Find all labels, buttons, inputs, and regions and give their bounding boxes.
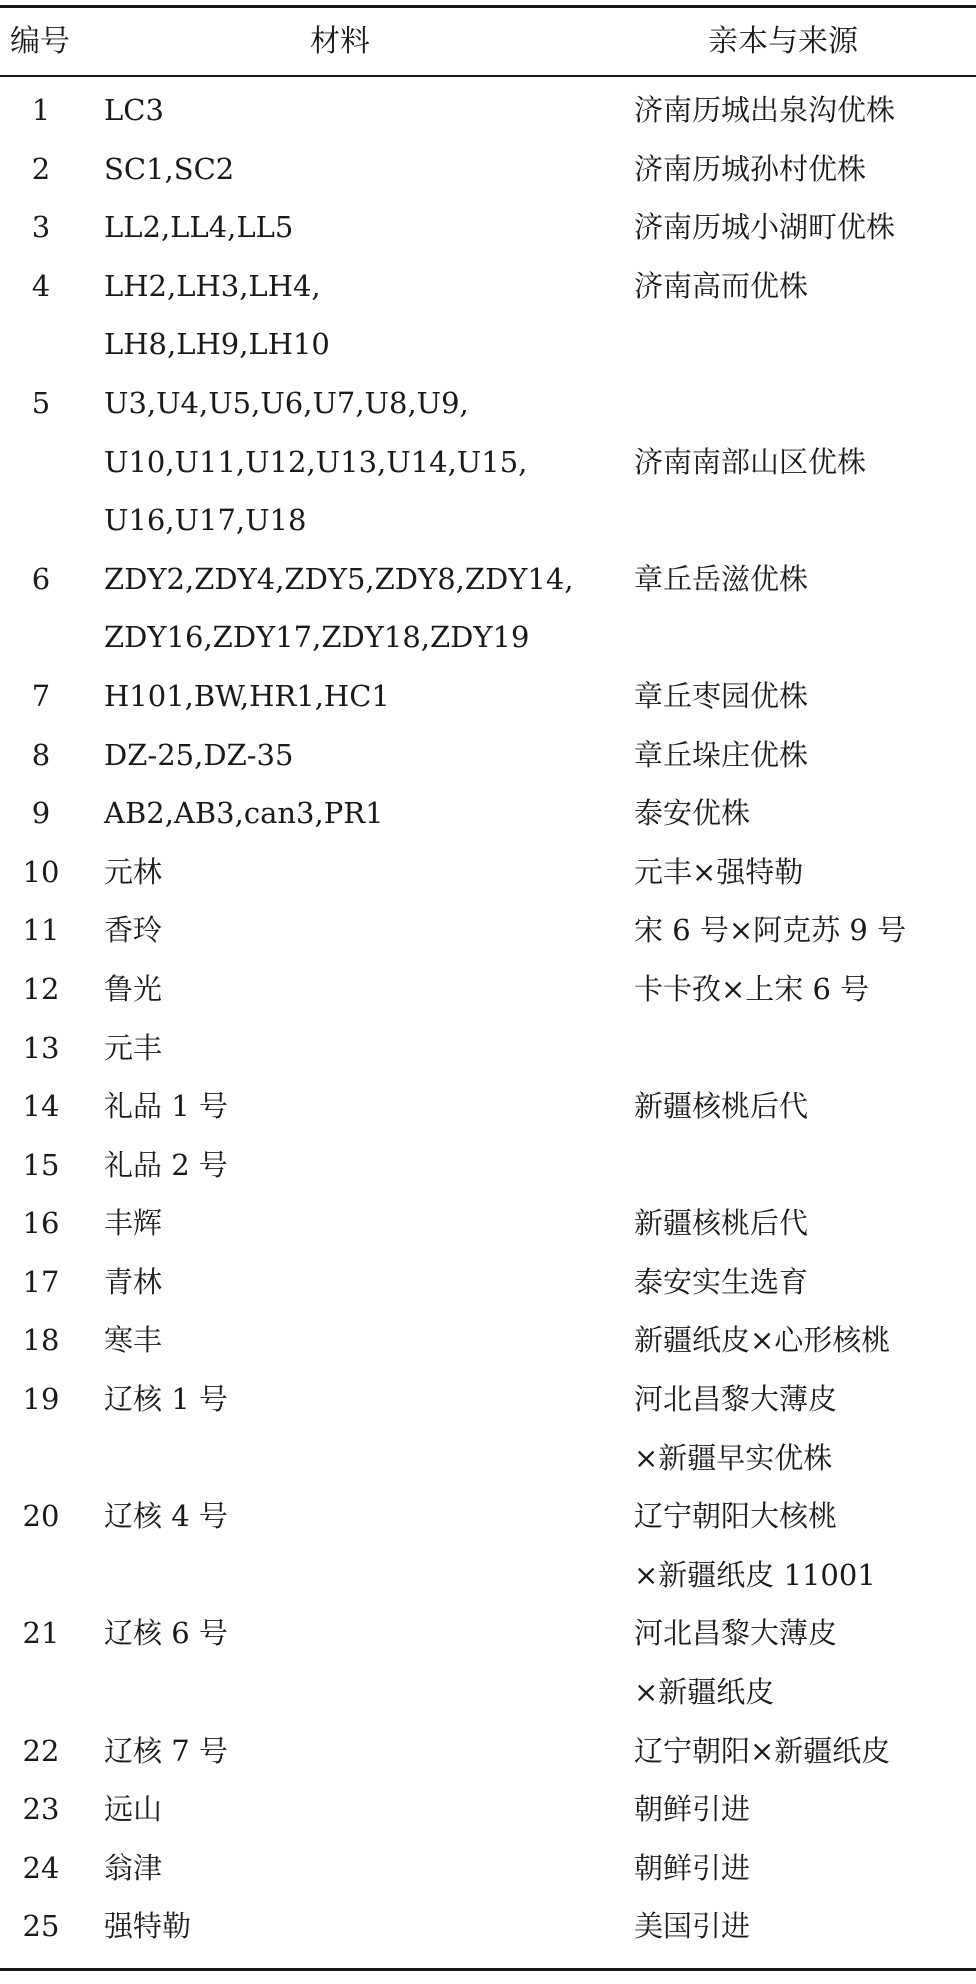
table-row [0, 850, 976, 909]
table-row-line [0, 615, 976, 674]
cell-number: 18 [22, 1323, 60, 1358]
cell-material: 辽核 6 号 [104, 1616, 228, 1651]
cell-source: ×新疆早实优株 [634, 1440, 833, 1475]
table-row [0, 1904, 976, 1963]
cell-material: 寒丰 [104, 1323, 163, 1358]
table-row [0, 1846, 976, 1905]
table-row [0, 88, 976, 147]
cell-source: 新疆核桃后代 [634, 1206, 809, 1241]
cell-source: 辽宁朝阳×新疆纸皮 [634, 1733, 891, 1768]
table-row-line [0, 733, 976, 792]
cell-source: ×新疆纸皮 11001 [634, 1557, 876, 1592]
cell-number: 9 [31, 796, 51, 831]
cell-source: 新疆核桃后代 [634, 1089, 809, 1124]
cell-number: 21 [22, 1616, 60, 1651]
cell-number: 5 [31, 385, 51, 420]
cell-number: 12 [22, 971, 60, 1006]
table-row [0, 733, 976, 792]
table-row [0, 1494, 976, 1611]
cell-material: 辽核 4 号 [104, 1499, 228, 1534]
cell-source: 宋 6 号×阿克苏 9 号 [634, 913, 907, 948]
table-row-line [0, 1787, 976, 1846]
table-row-line [0, 147, 976, 206]
cell-source: 美国引进 [634, 1909, 751, 1944]
cell-number: 1 [31, 93, 51, 127]
cell-material: U3,U4,U5,U6,U7,U8,U9, [104, 385, 469, 420]
cell-material: U10,U11,U12,U13,U14,U15, [104, 444, 528, 479]
table-row-line [0, 381, 976, 440]
cell-number: 3 [31, 210, 51, 245]
table-row-line [0, 1260, 976, 1319]
cell-material: 元丰 [104, 1030, 163, 1065]
cell-material: LC3 [104, 93, 164, 127]
cell-source: 卡卡孜×上宋 6 号 [634, 971, 870, 1006]
cell-number: 10 [22, 854, 60, 889]
table-row-line [0, 791, 976, 850]
cell-number: 11 [22, 913, 60, 948]
cell-material: LH8,LH9,LH10 [104, 327, 330, 362]
cell-number: 23 [22, 1792, 60, 1827]
cell-number: 2 [31, 151, 51, 186]
cell-material: AB2,AB3,can3,PR1 [104, 796, 384, 831]
cell-material: 鲁光 [104, 971, 163, 1006]
table-body [0, 88, 976, 1963]
cell-material: 辽核 7 号 [104, 1733, 228, 1768]
cell-number: 20 [22, 1499, 60, 1534]
cell-number: 14 [22, 1089, 60, 1124]
header-material: 材料 [310, 24, 370, 59]
table-row-line [0, 1084, 976, 1143]
table-row-line [0, 1670, 976, 1729]
cell-material: LH2,LH3,LH4, [104, 268, 321, 303]
cell-source: 朝鲜引进 [634, 1792, 751, 1827]
header-number: 编号 [10, 24, 70, 59]
cell-number: 4 [31, 268, 51, 303]
cell-number: 7 [31, 678, 51, 713]
table-bottom-rule [0, 1968, 976, 1971]
cell-number: 16 [22, 1206, 60, 1241]
table-row [0, 1729, 976, 1788]
cell-material: 远山 [104, 1792, 163, 1827]
table-row-line [0, 557, 976, 616]
cell-number: 22 [22, 1733, 60, 1768]
table-row [0, 908, 976, 967]
cell-material: 翁津 [104, 1850, 163, 1885]
table-row-line [0, 264, 976, 323]
table-row [0, 1260, 976, 1319]
cell-source: 河北昌黎大薄皮 [634, 1616, 838, 1651]
cell-material: H101,BW,HR1,HC1 [104, 678, 390, 713]
table-row-line [0, 1318, 976, 1377]
cell-number: 17 [22, 1264, 60, 1299]
table-row-line [0, 1904, 976, 1963]
table-row [0, 264, 976, 381]
table-row [0, 791, 976, 850]
table-row-line [0, 1436, 976, 1495]
table-header-rule [0, 75, 976, 77]
table-row [0, 1787, 976, 1846]
cell-source: 新疆纸皮×心形核桃 [634, 1323, 891, 1358]
table-row-line [0, 1729, 976, 1788]
cell-source: 河北昌黎大薄皮 [634, 1382, 838, 1417]
cell-source: 泰安实生选育 [634, 1264, 809, 1299]
table-row-line [0, 498, 976, 557]
cell-material: 青林 [104, 1264, 163, 1299]
cell-material: 强特勒 [104, 1909, 192, 1944]
table-row [0, 1026, 976, 1085]
table-row [0, 1611, 976, 1728]
cell-material: 辽核 1 号 [104, 1382, 228, 1417]
table-row-line [0, 1494, 976, 1553]
table-row [0, 1084, 976, 1143]
table-row-line [0, 1201, 976, 1260]
cell-source: 济南历城出泉沟优株 [634, 93, 896, 127]
cell-source: 章丘岳滋优株 [634, 561, 809, 596]
cell-material: ZDY2,ZDY4,ZDY5,ZDY8,ZDY14, [104, 561, 574, 596]
table-row [0, 967, 976, 1026]
cell-material: 元林 [104, 854, 163, 889]
cell-source: 济南历城小湖町优株 [634, 210, 896, 245]
table-row-line [0, 850, 976, 909]
table-row-line [0, 1143, 976, 1202]
header-source: 亲本与来源 [708, 24, 858, 59]
cell-number: 15 [22, 1147, 60, 1182]
cell-source: 章丘垛庄优株 [634, 737, 809, 772]
table-row-line [0, 1846, 976, 1905]
cell-source: 济南历城孙村优株 [634, 151, 867, 186]
table-row [0, 1143, 976, 1202]
table-row-line [0, 440, 976, 499]
cell-source: 泰安优株 [634, 796, 751, 831]
table-row-line [0, 908, 976, 967]
table-row-line [0, 205, 976, 264]
cell-material: 丰辉 [104, 1206, 163, 1241]
table-row [0, 147, 976, 206]
table-row-line [0, 322, 976, 381]
table-row-line [0, 1553, 976, 1612]
table-header [0, 8, 976, 75]
table-row-line [0, 1611, 976, 1670]
cell-source: 章丘枣园优株 [634, 678, 809, 713]
table-row [0, 557, 976, 674]
cell-source: 济南南部山区优株 [634, 444, 867, 479]
cell-material: 香玲 [104, 913, 163, 948]
cell-source: 辽宁朝阳大核桃 [634, 1499, 838, 1534]
table-row [0, 205, 976, 264]
cell-material: ZDY16,ZDY17,ZDY18,ZDY19 [104, 620, 530, 655]
cell-material: U16,U17,U18 [104, 503, 307, 538]
table-row-line [0, 967, 976, 1026]
cell-number: 19 [22, 1382, 60, 1417]
table-row-line [0, 674, 976, 733]
cell-number: 8 [31, 737, 51, 772]
cell-material: DZ-25,DZ-35 [104, 737, 294, 772]
cell-material: 礼品 1 号 [104, 1089, 228, 1124]
table-row-line [0, 1377, 976, 1436]
cell-source: 济南高而优株 [634, 268, 809, 303]
cell-source: ×新疆纸皮 [634, 1675, 775, 1710]
cell-number: 24 [22, 1850, 60, 1885]
cell-number: 13 [22, 1030, 60, 1065]
table-row-line [0, 88, 976, 147]
table-row [0, 1318, 976, 1377]
cell-source: 元丰×强特勒 [634, 854, 804, 889]
table-row [0, 1377, 976, 1494]
cell-number: 6 [31, 561, 51, 596]
table-row [0, 381, 976, 557]
cell-source: 朝鲜引进 [634, 1850, 751, 1885]
table-row-line [0, 1026, 976, 1085]
cell-material: LL2,LL4,LL5 [104, 210, 294, 245]
cell-material: 礼品 2 号 [104, 1147, 228, 1182]
table-row [0, 1201, 976, 1260]
table-row [0, 674, 976, 733]
cell-number: 25 [22, 1909, 60, 1944]
cell-material: SC1,SC2 [104, 151, 235, 186]
